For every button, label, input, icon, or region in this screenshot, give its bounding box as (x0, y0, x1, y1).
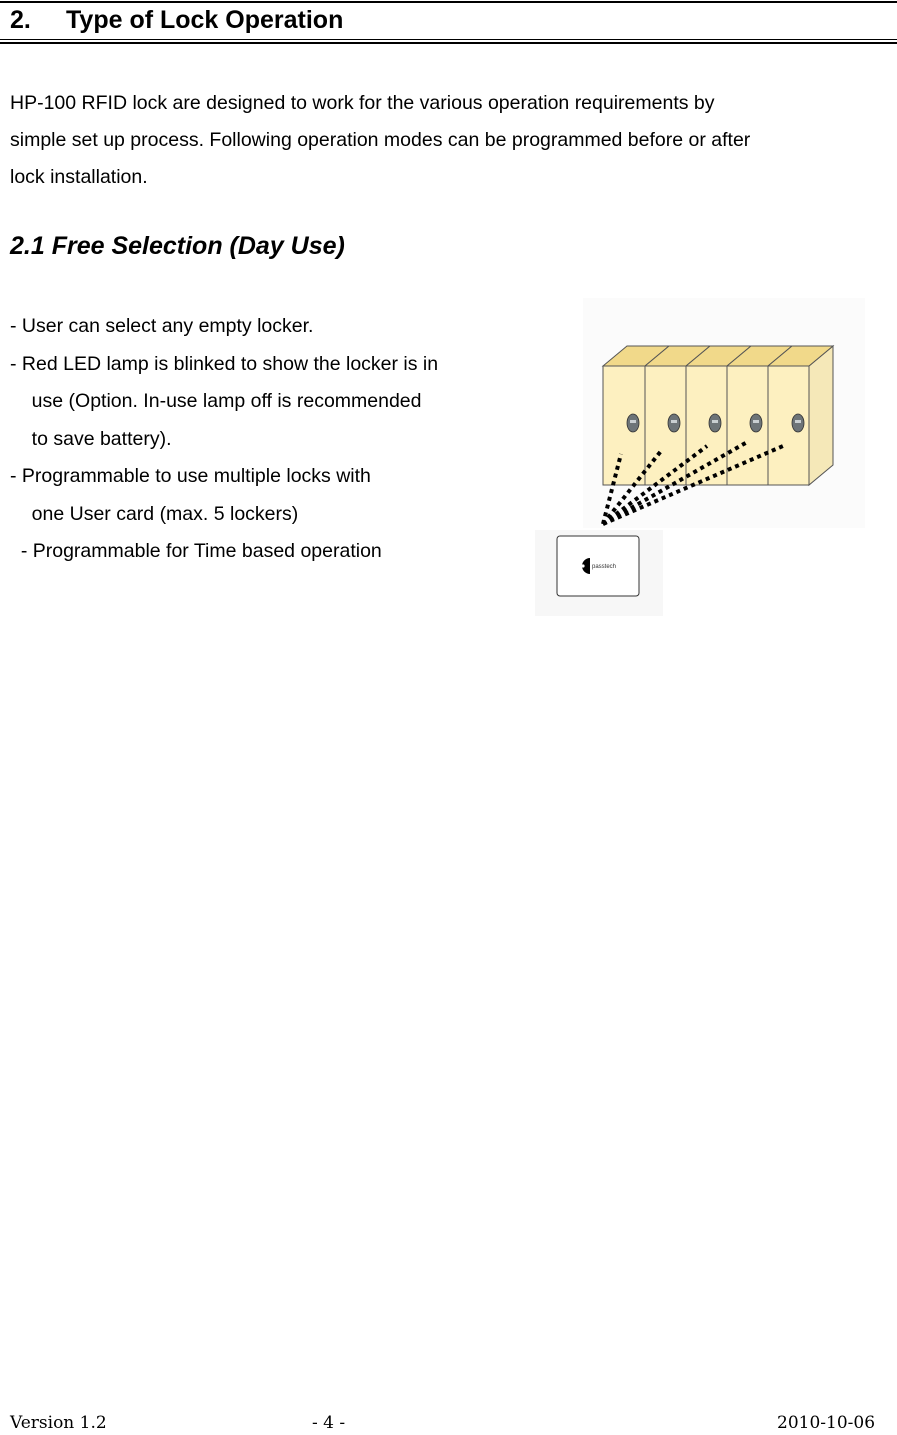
card-brand: passtech (592, 564, 617, 570)
section-number: 2. (10, 6, 31, 34)
intro-line: HP-100 RFID lock are designed to work for the various operation requirements by (10, 92, 715, 114)
section-title: Type of Lock Operation (66, 6, 344, 34)
rfid-card (535, 530, 663, 616)
footer-date: 2010-10-06 (777, 1413, 876, 1433)
feature-line: - Programmable to use multiple locks with (10, 465, 371, 487)
section-heading (10, 6, 343, 35)
locker-bank (603, 346, 833, 485)
feature-line: - Programmable for Time based operation (10, 540, 382, 562)
heading-rule-thin (0, 39, 897, 40)
top-rule (0, 1, 897, 3)
heading-rule-thick (0, 42, 897, 44)
subsection-title: 2.1 Free Selection (Day Use) (10, 232, 345, 260)
locker-side-face (809, 346, 833, 485)
feature-list (10, 308, 438, 571)
footer-version: Version 1.2 (10, 1413, 107, 1433)
intro-line: lock installation. (10, 166, 148, 188)
feature-line: - User can select any empty locker. (10, 315, 314, 337)
feature-line: - Red LED lamp is blinked to show the locker is in (10, 352, 439, 375)
feature-line: use (Option. In-use lamp off is recommended (10, 390, 422, 412)
locker-illustration (535, 298, 865, 616)
feature-line: one User card (max. 5 lockers) (10, 502, 299, 525)
feature-line: to save battery). (10, 427, 172, 450)
intro-paragraph (10, 85, 890, 196)
footer-page-number: - 4 - (312, 1413, 346, 1433)
intro-line: simple set up process. Following operation modes can be programmed before or after (10, 129, 751, 151)
